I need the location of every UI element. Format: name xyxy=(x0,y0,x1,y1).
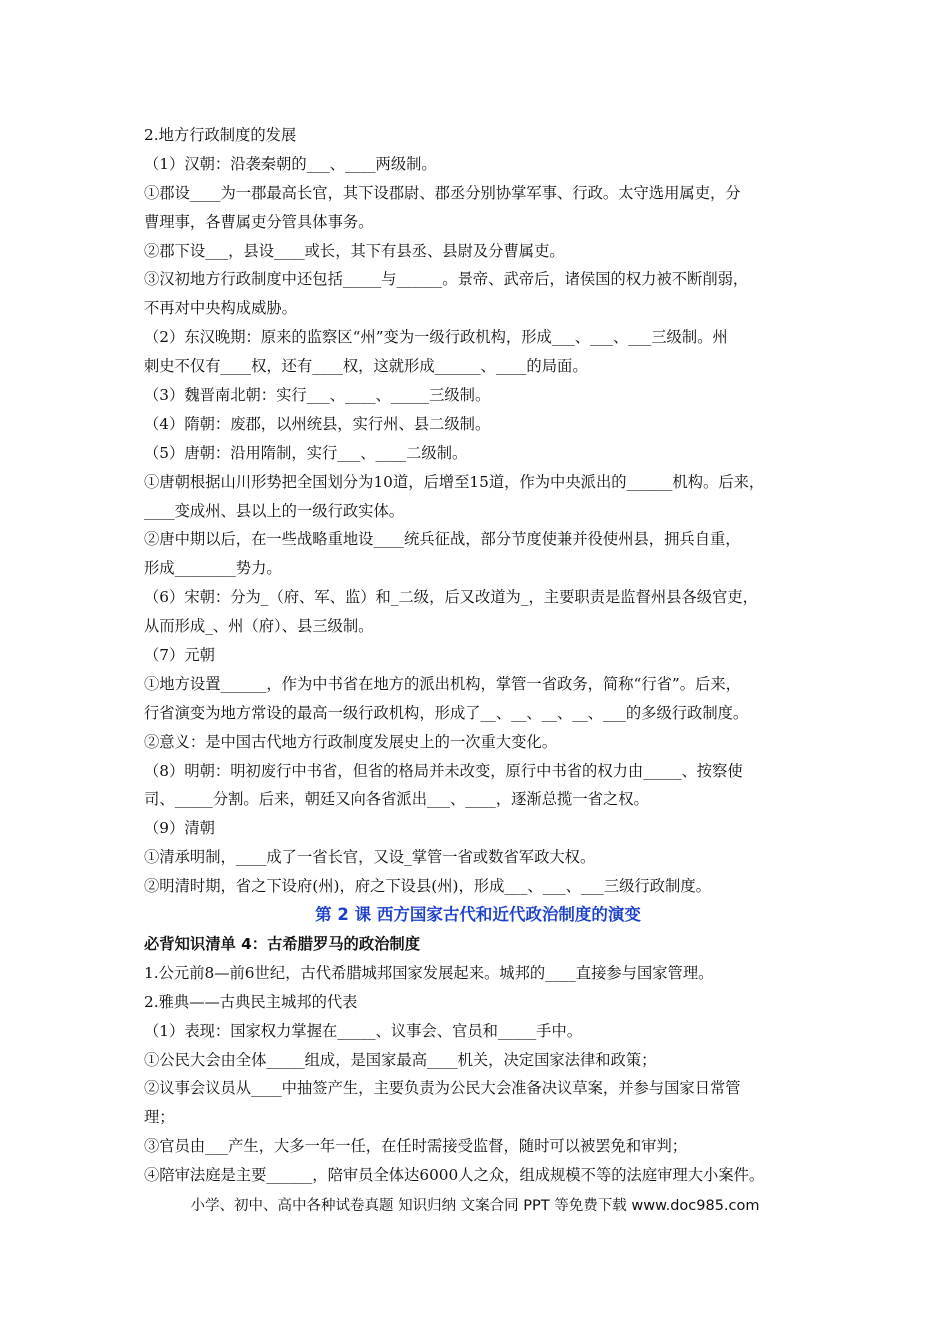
text-line: ②意义：是中国古代地方行政制度发展史上的一次重大变化。 xyxy=(144,732,558,751)
text-line: （2）东汉晚期：原来的监察区“州”变为一级行政机构，形成___、___、___三级制。州 xyxy=(144,328,728,347)
text-line: 行省演变为地方常设的最高一级行政机构，形成了__、__、__、__、___的多级行政制度。 xyxy=(144,703,749,722)
text-line: 曹理事，各曹属吏分管具体事务。 xyxy=(144,212,374,231)
text-line: 司、_____分割。后来，朝廷又向各省派出___、____，逐渐总揽一省之权。 xyxy=(144,790,649,809)
text-line: 2.雅典——古典民主城邦的代表 xyxy=(144,992,358,1011)
text-line: （8）明朝：明初废行中书省，但省的格局并未改变，原行中书省的权力由_____、按察使 xyxy=(144,761,743,780)
text-line: 形成________势力。 xyxy=(144,559,282,578)
text-line: ②明清时期，省之下设府(州)，府之下设县(州)，形成___、___、___三级行政制度。 xyxy=(144,877,711,896)
text-line: 1.公元前8—前6世纪，古代希腊城邦国家发展起来。城邦的____直接参与国家管理。 xyxy=(144,963,714,982)
page-footer: 小学、初中、高中各种试卷真题 知识归纳 文案合同 PPT 等免费下载 www.doc985.com xyxy=(190,1198,760,1214)
text-line: 从而形成_、州（府）、县三级制。 xyxy=(144,617,374,636)
text-line: ③官员由___产生，大多一年一任，在任时需接受监督，随时可以被罢免和审判； xyxy=(144,1137,688,1156)
text-line: 不再对中央构成威胁。 xyxy=(144,299,297,318)
text-line: 理； xyxy=(144,1108,175,1127)
text-line: ①唐朝根据山川形势把全国划分为10道，后增至15道，作为中央派出的______机构。后来， xyxy=(144,472,765,491)
text-line: ②唐中期以后，在一些战略重地设____统兵征战，部分节度使兼并役使州县，拥兵自重， xyxy=(144,530,741,549)
text-line: （9）清朝 xyxy=(144,819,215,838)
text-line: 刺史不仅有____权，还有____权，这就形成______、____的局面。 xyxy=(144,357,588,376)
text-line: ____变成州、县以上的一级行政实体。 xyxy=(144,501,405,520)
text-line: 2.地方行政制度的发展 xyxy=(144,126,297,144)
text-line: （5）唐朝：沿用隋制，实行___、____二级制。 xyxy=(144,443,468,462)
text-line: ③汉初地方行政制度中还包括_____与______。景帝、武帝后，诸侯国的权力被不断削弱， xyxy=(144,270,749,289)
text-line: ②郡下设___，县设____或长，其下有县丞、县尉及分曹属吏。 xyxy=(144,241,565,260)
text-line: （1）汉朝：沿袭秦朝的___、____两级制。 xyxy=(144,154,437,173)
text-line: ④陪审法庭是主要______，陪审员全体达6000人之众，组成规模不等的法庭审理大小案件。 xyxy=(144,1166,765,1185)
text-line: （6）宋朝：分为_（府、军、监）和_二级，后又改道为_，主要职责是监督州县各级官吏， xyxy=(144,588,758,607)
text-line: （7）元朝 xyxy=(144,646,215,665)
text-line: ①公民大会由全体_____组成，是国家最高____机关，决定国家法律和政策； xyxy=(144,1050,657,1069)
text-line: ②议事会议员从____中抽签产生，主要负责为公民大会准备决议草案，并参与国家日常管 xyxy=(144,1079,741,1098)
text-line: ①地方设置______，作为中书省在地方的派出机构，掌管一省政务，简称“行省”。后来， xyxy=(144,674,741,693)
document-body xyxy=(144,121,812,1190)
text-line: （4）隋朝：废郡，以州统县，实行州、县二级制。 xyxy=(144,414,491,433)
text-line: （3）魏晋南北朝：实行___、____、_____三级制。 xyxy=(144,386,491,405)
text-line: ①清承明制，____成了一省长官，又设_掌管一省或数省军政大权。 xyxy=(144,848,596,867)
text-line: （1）表现：国家权力掌握在_____、议事会、官员和_____手中。 xyxy=(144,1021,583,1040)
text-line: ①郡设____为一郡最高长官，其下设郡尉、郡丞分别协掌军事、行政。太守选用属吏，分 xyxy=(144,183,741,202)
lesson-title: 第 2 课 西方国家古代和近代政治制度的演变 xyxy=(315,905,641,925)
section-heading: 必背知识清单 4：古希腊罗马的政治制度 xyxy=(144,934,421,953)
